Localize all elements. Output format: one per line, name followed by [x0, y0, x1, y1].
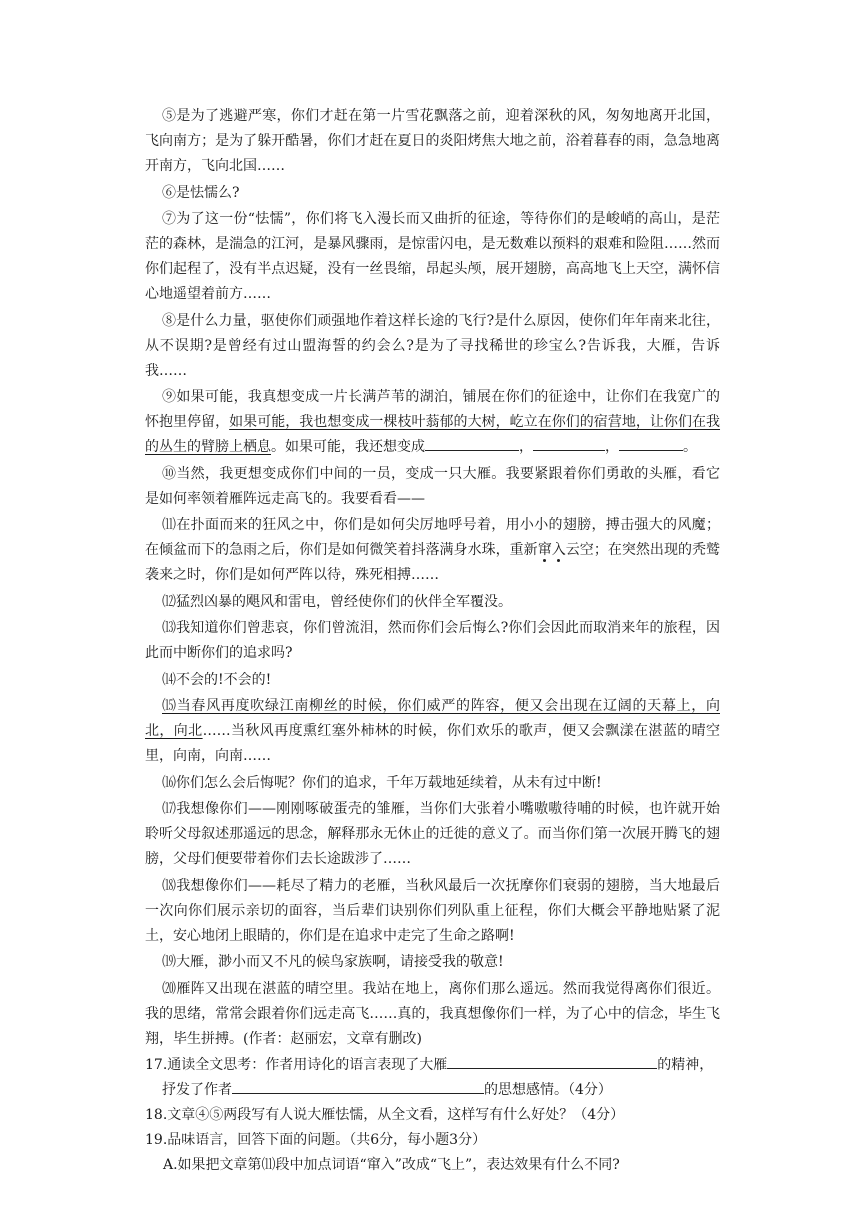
question-17-text: 17.通读全文思考：作者用诗化的语言表现了大雁 [145, 1057, 448, 1073]
question-17-text-c: 抒发了作者 [162, 1082, 232, 1098]
blank-separator: ， [519, 439, 533, 455]
answer-blank-1[interactable] [425, 436, 519, 451]
paragraph-12: ⑿猛烈凶暴的飓风和雷电，曾经使你们的伙伴全军覆没。 [162, 593, 512, 610]
paragraph-11 [145, 513, 720, 588]
paragraph-9-text: ⑨如果可能，我真想变成一片长满芦苇的湖泊，铺展在你们的征途中，让你们在我宽广的怀抱里停留， [145, 389, 720, 430]
paragraph-18: ⒅我想像你们——耗尽了精力的老雁，当秋风最后一次抚摩你们衰弱的翅膀，当大地最后一次向你们展示亲切的面容，当后辈们诀别你们列队重上征程，你们大概会平静地贴紧了泥土，安心地闭上眼睛的，你们是在追求中走完了生命之路啊! [145, 877, 720, 944]
paragraph-11-tail: 云空；在突然出现的秃鹫袭来之时，你们是如何严阵以待，殊死相搏…… [145, 542, 721, 583]
question-17-line-2 [145, 1078, 720, 1103]
paragraph-19: ⒆大雁，渺小而又不凡的候鸟家族啊，请接受我的敬意! [162, 954, 504, 970]
paragraph-5: ⑤是为了逃避严寒，你们才赶在第一片雪花飘落之前，迎着深秋的风，匆匆地离开北国，飞向南方；是为了躲开酷暑，你们才赶在夏日的炎阳烤焦大地之前，浴着暮春的雨，急急地离开南方，飞向北国…… [145, 108, 720, 174]
paragraph-7: ⑦为了这一份“怯懦”，你们将飞入漫长而又曲折的征途，等待你们的是峻峭的高山，是茫茫的森林，是湍急的江河，是暴风骤雨，是惊雷闪电，是无数难以预料的艰难和险阻……然而你们起程了，没有半点迟疑，没有一丝畏缩，昂起头颅，展开翅膀，高高地飞上天空，满怀信心地遥望着前方…… [145, 211, 720, 302]
paragraph-17: ⒄我想像你们——刚刚啄破蛋壳的雏雁，当你们大张着小嘴嗷嗷待哺的时候，也许就开始聆听父母叙述那遥远的思念，解释那永无休止的迁徙的意义了。而当你们第一次展开腾飞的翅膀，父母们便要带着你们去长途跋涉了…… [145, 801, 720, 867]
author-note: (作者：赵丽宏，文章有删改) [243, 1030, 422, 1047]
paragraph-16: ⒃你们怎么会后悔呢？你们的追求，千年万载地延续着，从未有过中断! [162, 774, 602, 791]
answer-blank-3[interactable] [619, 436, 683, 451]
paragraph-13: ⒀我知道你们曾悲哀，你们曾流泪，然而你们会后悔么?你们会因此而取消来年的旅程，因此而中断你们的追求吗? [145, 620, 720, 661]
answer-blank-2[interactable] [533, 436, 605, 451]
question-19a: A.如果把文章第⑾段中加点词语“窜入”改成“飞上”，表达效果有什么不同? [163, 1157, 620, 1173]
paragraph-20-text: ⒇雁阵又出现在湛蓝的晴空里。我站在地上，离你们那么遥远。然而我觉得离你们很近。我的思绪，常常会跟着你们远走高飞……真的，我真想像你们一样，为了心中的信念，毕生飞翔，毕生拼搏。 [145, 980, 720, 1047]
paragraph-11-text: ⑾在扑面而来的狂风之中，你们是如何尖厉地呼号着，用小小的翅膀，搏击强大的风魔；在倾盆而下的急雨之后，你们是如何微笑着抖落满身水珠，重新 [145, 517, 720, 558]
underlined-sentence-15: ⒂当春风再度吹绿江南柳丝的时候，你们威严的阵容，便又会出现在辽阔的天幕上，向北，向北 [145, 698, 720, 739]
answer-blank-q17-feeling[interactable] [232, 1079, 484, 1094]
question-19: 19.品味语言，回答下面的问题。（共6分，每小题3分） [145, 1132, 487, 1148]
dotted-char-ru: 入 [551, 542, 566, 558]
paragraph-9-tail: 。如果可能，我还想变成 [271, 439, 425, 455]
paragraph-10: ⑩当然，我更想变成你们中间的一员，变成一只大雁。我要紧跟着你们勇敢的头雁，看它是如何率领着雁阵远走高飞的。我要看看—— [145, 465, 720, 507]
paragraph-9 [145, 385, 720, 460]
question-17 [145, 1053, 720, 1078]
paragraph-9-end: 。 [683, 439, 697, 455]
answer-blank-q17-spirit[interactable] [447, 1054, 657, 1069]
question-17-text-b: 的精神， [657, 1057, 714, 1073]
question-17-text-d: 的思想感情。（4分） [484, 1082, 612, 1098]
paragraph-14: ⒁不会的!不会的! [162, 671, 272, 688]
question-18: 18.文章④⑤两段写有人说大雁怯懦，从全文看，这样写有什么好处？（4分） [145, 1107, 625, 1123]
reading-passage [145, 104, 720, 1178]
paragraph-15 [145, 694, 720, 769]
paragraph-15-tail: ……当秋风再度熏红塞外柿林的时候，你们欢乐的歌声，便又会飘漾在湛蓝的晴空里，向南，向南…… [145, 723, 721, 764]
underlined-sentence-9: 如果可能，我也想变成一棵枝叶蓊郁的大树，屹立在你们的宿营地，让你们在我的丛生的臂膀上栖息 [145, 414, 721, 455]
paragraph-20 [145, 977, 720, 1052]
dotted-char-cuan: 窜 [537, 542, 552, 558]
paragraph-6: ⑥是怯懦么? [162, 184, 240, 201]
paragraph-8: ⑧是什么力量，驱使你们顽强地作着这样长途的飞行?是什么原因，使你们年年南来北往，从不误期?是曾经有过山盟海誓的约会么?是为了寻找稀世的珍宝么?告诉我，大雁，告诉我…… [145, 312, 720, 379]
blank-separator: ， [605, 439, 619, 455]
